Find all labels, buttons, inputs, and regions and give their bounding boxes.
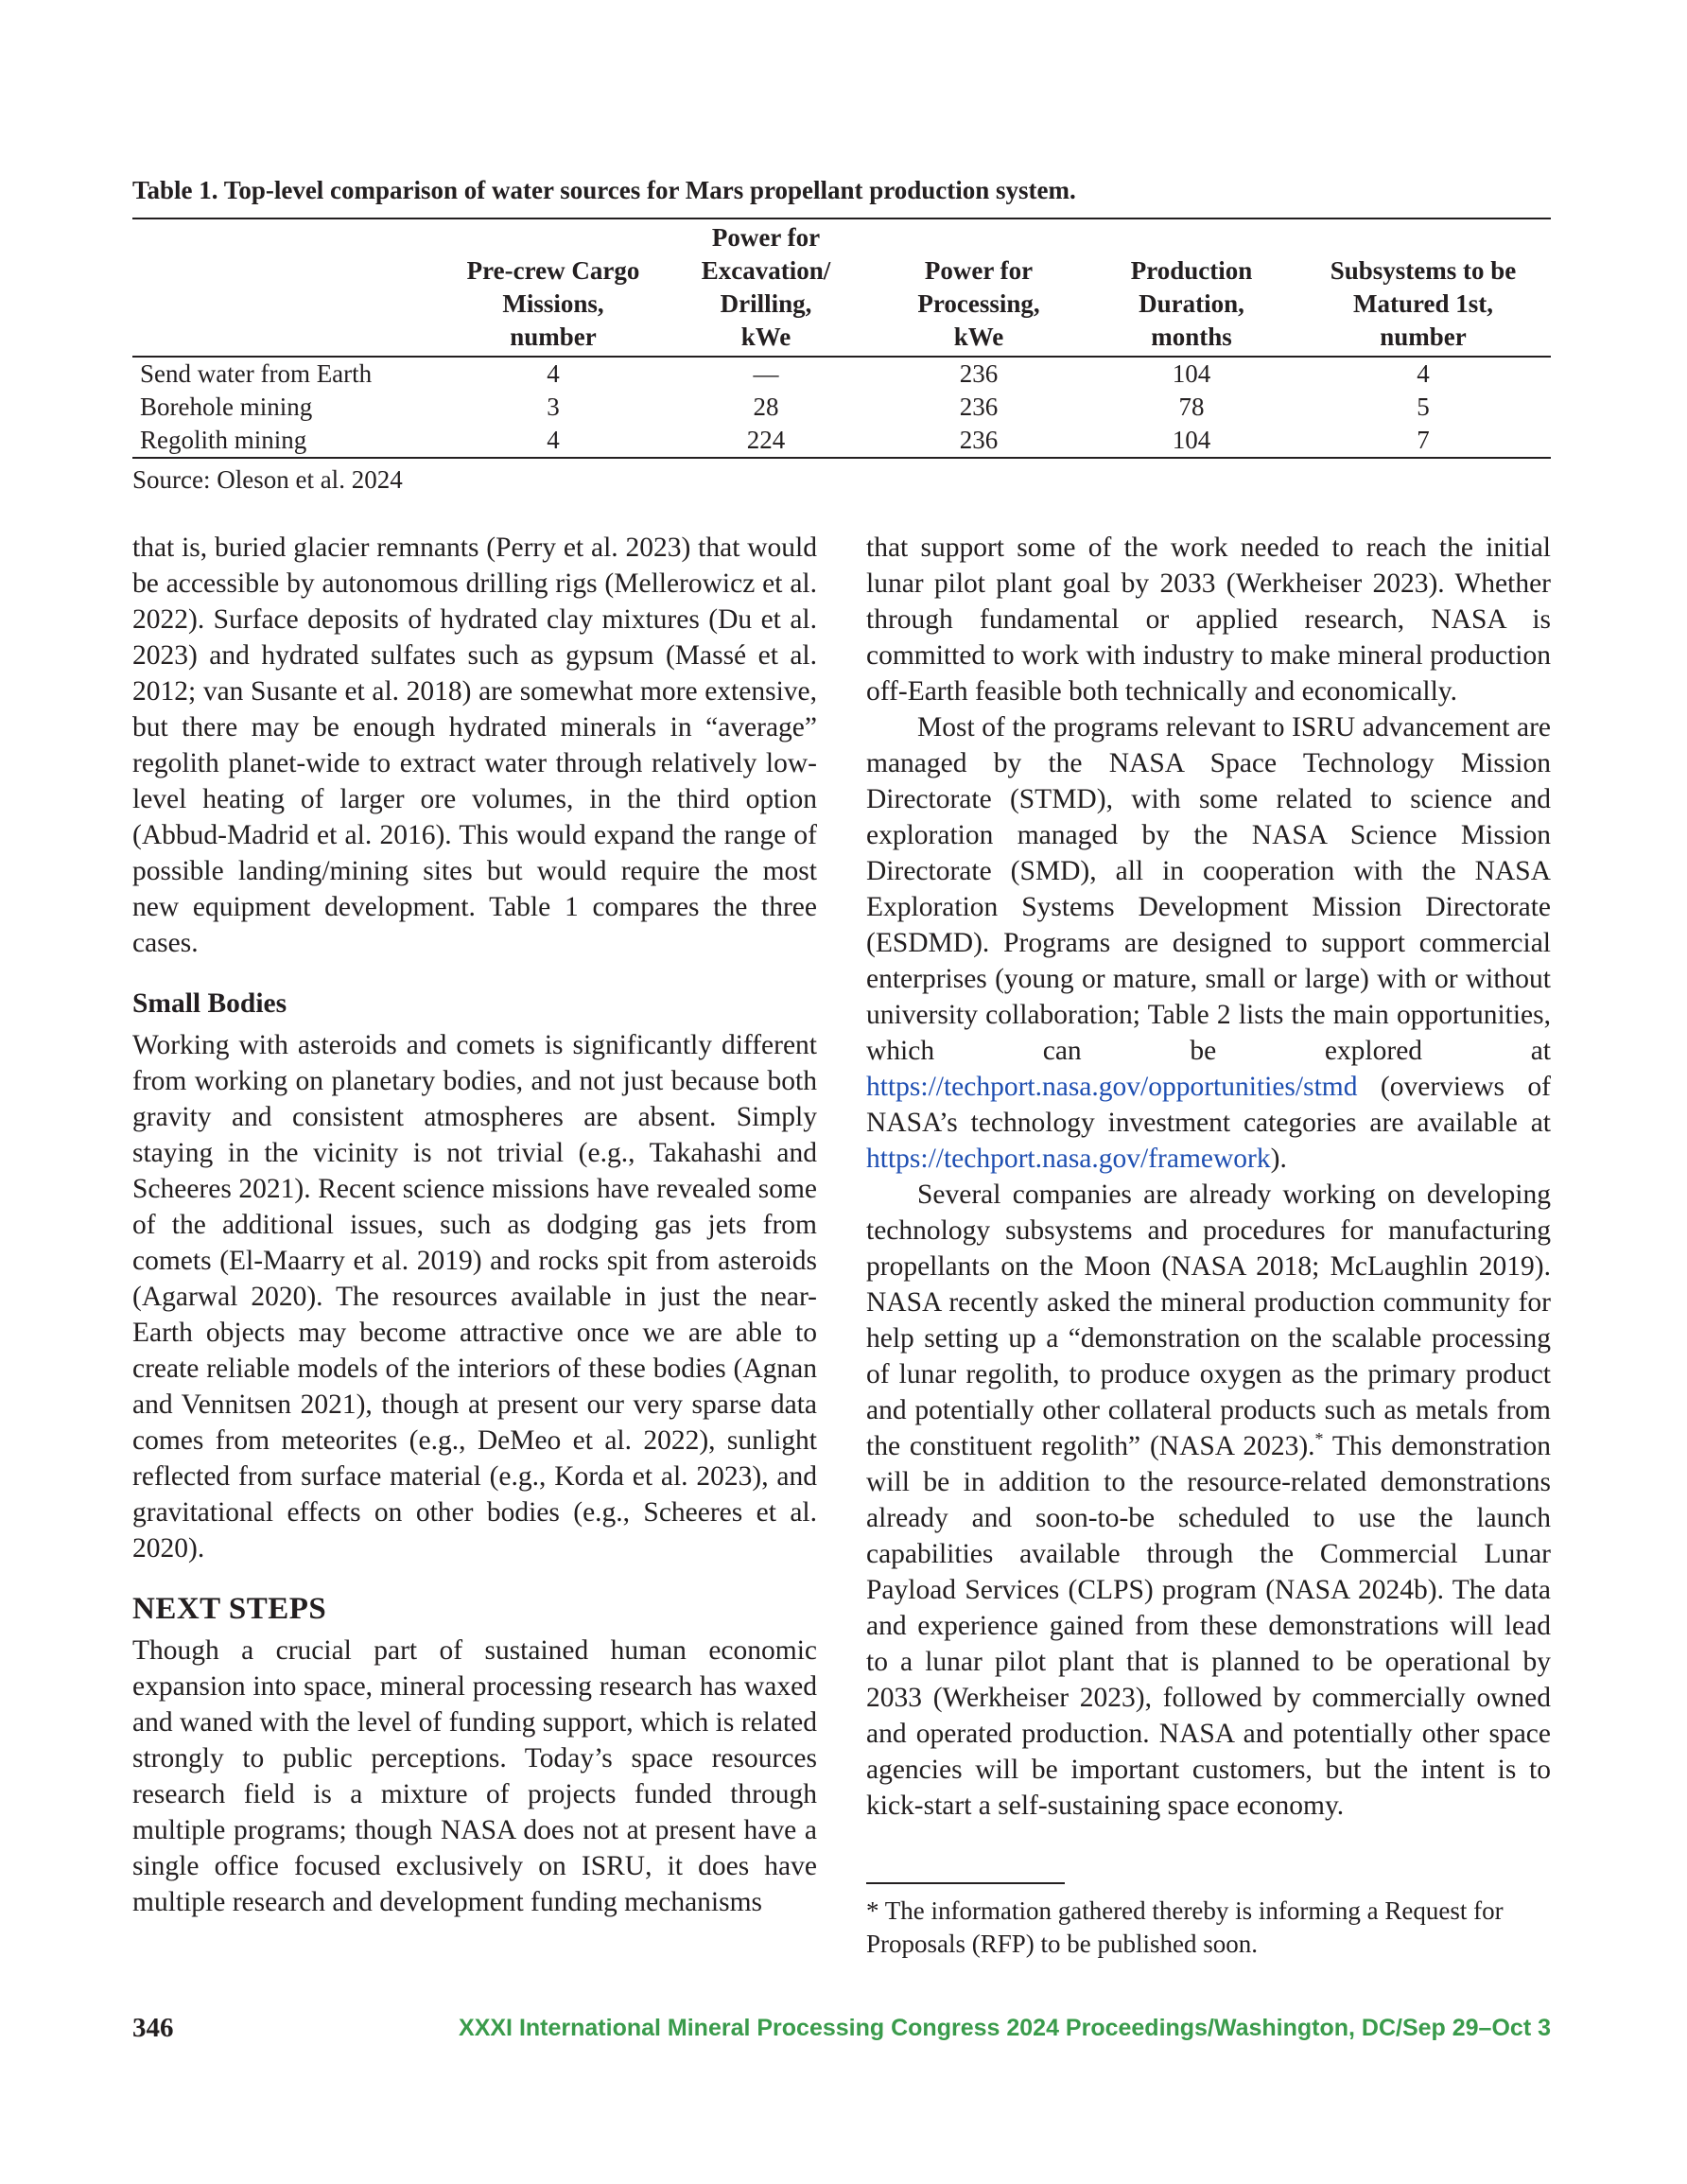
- footnote-marker: *: [1314, 1429, 1324, 1449]
- paragraph: that support some of the work needed to reach the initial lunar pilot plant goal by 2033 (Werkheiser 2023). Whether through fundamental or applied research, NASA is committed to work with industry to make mineral production off-Earth feasible both technically and economically.: [866, 533, 1551, 707]
- table-cell: 28: [753, 393, 779, 421]
- table-cell: 104: [1172, 426, 1211, 454]
- header-line: months: [1151, 323, 1232, 351]
- header-line: Power for: [924, 256, 1034, 285]
- left-column: [132, 530, 817, 1920]
- paragraph-text: This demonstration will be in addition to the resource-related demonstrations already and soon-to-be scheduled to use the launch capabilities available through the Commercial Lunar Payload Services (CLPS) program (NASA 2024b). The data and experience gained from these demonstrations will lead to a lunar pilot plant that is planned to be operational by 2033 (Werkheiser 2023), followed by commercially owned and operated production. NASA and potentially other space agencies will be important customers, but the intent is to kick-start a self-sustaining space economy.: [866, 1431, 1551, 1821]
- header-line: Matured 1st,: [1353, 289, 1493, 318]
- subsection-heading: Small Bodies: [132, 988, 287, 1019]
- table-row: [132, 424, 1551, 458]
- header-line: Subsystems to be: [1330, 256, 1517, 285]
- table-cell: 5: [1417, 393, 1430, 421]
- table-cell: 224: [746, 426, 786, 454]
- table-header-cell: [870, 218, 1087, 357]
- table-cell: 7: [1417, 426, 1430, 454]
- techport-opportunities-link[interactable]: https://techport.nasa.gov/opportunities/stmd: [866, 1072, 1358, 1102]
- paragraph-text: (overviews of NASA’s technology investment categories are available at: [866, 1072, 1551, 1138]
- techport-framework-link[interactable]: https://techport.nasa.gov/framework: [866, 1144, 1271, 1174]
- table-row: [132, 357, 1551, 391]
- table-cell: 3: [547, 393, 560, 421]
- table-cell: 236: [959, 426, 999, 454]
- table-cell: 4: [1417, 359, 1430, 388]
- table-cell: 236: [959, 359, 999, 388]
- table-cell: 104: [1172, 359, 1211, 388]
- comparison-table: [132, 218, 1551, 459]
- table-cell: —: [753, 359, 779, 388]
- footer-title: XXXI International Mineral Processing Congress 2024 Proceedings/Washington, DC/Sep 29–Oct 3: [459, 2015, 1551, 2041]
- header-line: Pre-crew Cargo: [466, 256, 640, 285]
- table-header-cell: [1296, 218, 1551, 357]
- table-row-label: Borehole mining: [140, 393, 313, 421]
- paragraph-text: Several companies are already working on developing technology subsystems and procedures for manufacturing propellants on the Moon (NASA 2018; McLaughlin 2019). NASA recently asked the mineral production community for help setting up a “demonstration on the scalable processing of lunar regolith, to produce oxygen as the primary product and potentially other collateral products such as metals from the constituent regolith” (NASA 2023).: [866, 1179, 1551, 1461]
- table-header-cell: [662, 218, 870, 357]
- section-heading: NEXT STEPS: [132, 1592, 327, 1626]
- header-line: Processing,: [917, 289, 1040, 318]
- paragraph: [866, 709, 1551, 1177]
- table-source: Source: Oleson et al. 2024: [132, 465, 403, 494]
- table-header-cell: [1087, 218, 1296, 357]
- header-line: Duration,: [1139, 289, 1244, 318]
- table-header-empty: [132, 218, 444, 357]
- table-cell: 4: [547, 359, 560, 388]
- table-header-cell: [444, 218, 662, 357]
- right-column: [866, 530, 1551, 1824]
- table-caption: Table 1. Top-level comparison of water sources for Mars propellant production system.: [132, 176, 1076, 204]
- header-line: Power for: [711, 223, 821, 252]
- header-line: Excavation/: [701, 256, 831, 285]
- paragraph-text: ).: [1270, 1144, 1287, 1174]
- table-row-label: Regolith mining: [140, 426, 307, 454]
- table-cell: 4: [547, 426, 560, 454]
- header-line: Production: [1130, 256, 1253, 285]
- header-line: number: [1380, 323, 1467, 351]
- table-cell: 236: [959, 393, 999, 421]
- table-header-row: [132, 218, 1551, 357]
- table-cell: 78: [1178, 393, 1205, 421]
- comparison-table-container: [132, 218, 1551, 459]
- header-line: kWe: [740, 323, 791, 351]
- page-number: 346: [132, 2013, 174, 2043]
- paragraph-text: Most of the programs relevant to ISRU advancement are managed by the NASA Space Technology Mission Directorate (STMD), with some related to science and exploration managed by the NASA Science Mission Directorate (SMD), all in cooperation with the NASA Exploration Systems Development Mission Directorate (ESDMD). Programs are designed to support commercial enterprises (young or mature, small or large) with or without university collaboration; Table 2 lists the main opportunities, which can be explored at: [866, 712, 1551, 1066]
- paragraph: Though a crucial part of sustained human economic expansion into space, mineral processing research has waxed and waned with the level of funding support, which is related strongly to public perceptions. Today’s space resources research field is a mixture of projects funded through multiple programs; though NASA does not at present have a single office focused exclusively on ISRU, it does have multiple research and development funding mechanisms: [132, 1635, 817, 1917]
- header-line: Drilling,: [720, 289, 812, 318]
- footnote: * The information gathered thereby is informing a Request for Proposals (RFP) to be published soon.: [866, 1896, 1504, 1958]
- paragraph: Working with asteroids and comets is significantly different from working on planetary bodies, and not just because both gravity and consistent atmospheres are absent. Simply staying in the vicinity is not trivial (e.g., Takahashi and Scheeres 2021). Recent science missions have revealed some of the additional issues, such as dodging gas jets from comets (El-Maarry et al. 2019) and rocks spit from asteroids (Agarwal 2020). The resources available in just the near-Earth objects may become attractive once we are able to create reliable models of the interiors of these bodies (Agnan and Vennitsen 2021), though at present our very sparse data comes from meteorites (e.g., DeMeo et al. 2022), sunlight reflected from surface material (e.g., Korda et al. 2023), and gravitational effects on other bodies (e.g., Scheeres et al. 2020).: [132, 1030, 817, 1564]
- footnote-divider: [866, 1882, 1065, 1884]
- table-row-label: Send water from Earth: [140, 359, 373, 388]
- table-row: [132, 391, 1551, 424]
- header-line: number: [510, 323, 597, 351]
- paragraph: that is, buried glacier remnants (Perry et al. 2023) that would be accessible by autonomous drilling rigs (Mellerowicz et al. 2022). Surface deposits of hydrated clay mixtures (Du et al. 2023) and hydrated sulfates such as gypsum (Massé et al. 2012; van Susante et al. 2018) are somewhat more extensive, but there may be enough hydrated minerals in “average” regolith planet-wide to extract water through relatively low-level heating of larger ore volumes, in the third option (Abbud-Madrid et al. 2016). This would expand the range of possible landing/mining sites but would require the most new equipment development. Table 1 compares the three cases.: [132, 533, 817, 958]
- header-line: kWe: [953, 323, 1004, 351]
- paragraph: [866, 1177, 1551, 1824]
- header-line: Missions,: [502, 289, 604, 318]
